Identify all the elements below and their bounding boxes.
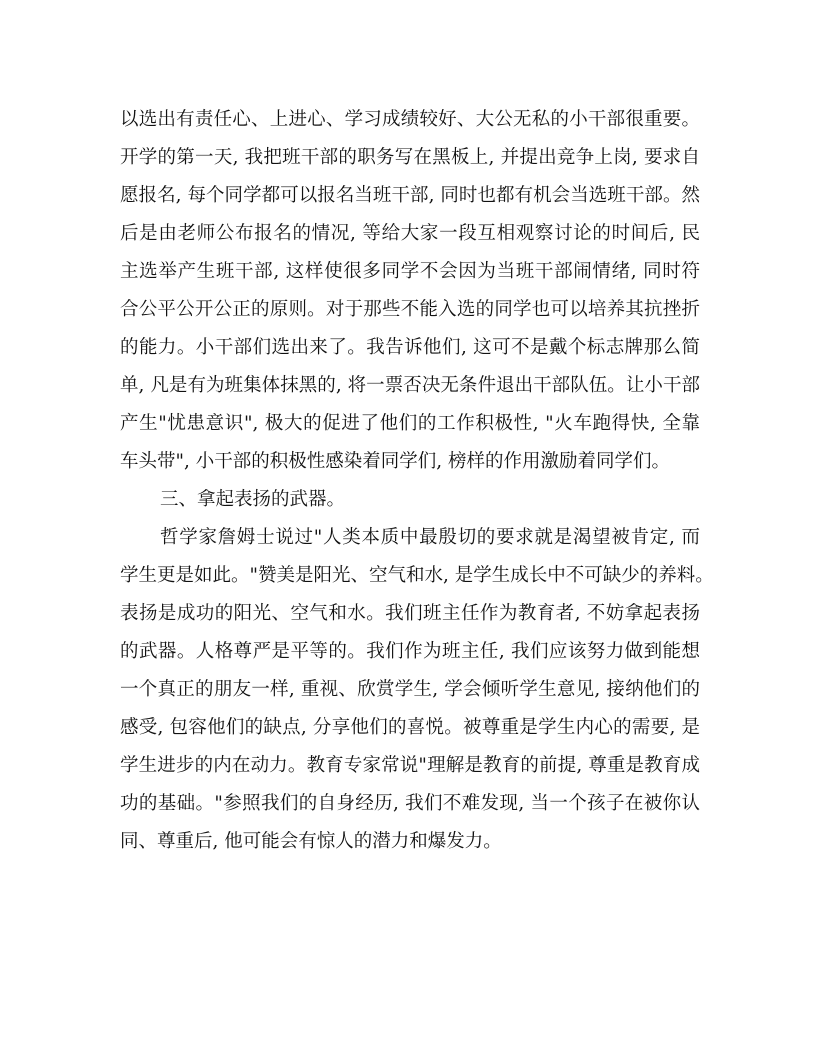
- text-line: 的武器。人格尊严是平等的。我们作为班主任, 我们应该努力做到能想: [120, 641, 700, 662]
- paragraph: [120, 519, 714, 861]
- paragraph: [120, 481, 700, 519]
- text-line: 以选出有责任心、上进心、学习成绩较好、大公无私的小干部很重要。: [120, 109, 700, 130]
- paragraph: [120, 101, 700, 481]
- text-line: 产生"忧患意识", 极大的促进了他们的工作积极性, "火车跑得快, 全靠: [120, 413, 700, 434]
- text-line: 开学的第一天, 我把班干部的职务写在黑板上, 并提出竞争上岗, 要求自: [120, 147, 700, 168]
- text-line: 的能力。小干部们选出来了。我告诉他们, 这可不是戴个标志牌那么简: [120, 337, 700, 358]
- text-line: 车头带", 小干部的积极性感染着同学们, 榜样的作用激励着同学们。: [120, 451, 671, 472]
- text-line: 合公平公开公正的原则。对于那些不能入选的同学也可以培养其抗挫折: [120, 299, 700, 320]
- text-line: 单, 凡是有为班集体抹黑的, 将一票否决无条件退出干部队伍。让小干部: [120, 375, 700, 396]
- text-line: 愿报名, 每个同学都可以报名当班干部, 同时也都有机会当选班干部。然: [120, 185, 700, 206]
- text-line: 学生更是如此。"赞美是阳光、空气和水, 是学生成长中不可缺少的养料。: [120, 565, 714, 586]
- document-body: [120, 101, 714, 861]
- text-line: 功的基础。"参照我们的自身经历, 我们不难发现, 当一个孩子在被你认: [120, 793, 700, 814]
- text-line: 主选举产生班干部, 这样使很多同学不会因为当班干部闹情绪, 同时符: [120, 261, 700, 282]
- text-line: 学生进步的内在动力。教育专家常说"理解是教育的前提, 尊重是教育成: [120, 755, 700, 776]
- text-line: 表扬是成功的阳光、空气和水。我们班主任作为教育者, 不妨拿起表扬: [120, 603, 700, 624]
- text-line: 后是由老师公布报名的情况, 等给大家一段互相观察讨论的时间后, 民: [120, 223, 700, 244]
- text-line: 一个真正的朋友一样, 重视、欣赏学生, 学会倾听学生意见, 接纳他们的: [120, 679, 700, 700]
- text-line: 同、尊重后, 他可能会有惊人的潜力和爆发力。: [120, 831, 502, 852]
- text-line: 哲学家詹姆士说过"人类本质中最殷切的要求就是渴望被肯定, 而: [160, 527, 700, 548]
- text-line: 三、拿起表扬的武器。: [160, 489, 346, 510]
- text-line: 感受, 包容他们的缺点, 分享他们的喜悦。被尊重是学生内心的需要, 是: [120, 717, 700, 738]
